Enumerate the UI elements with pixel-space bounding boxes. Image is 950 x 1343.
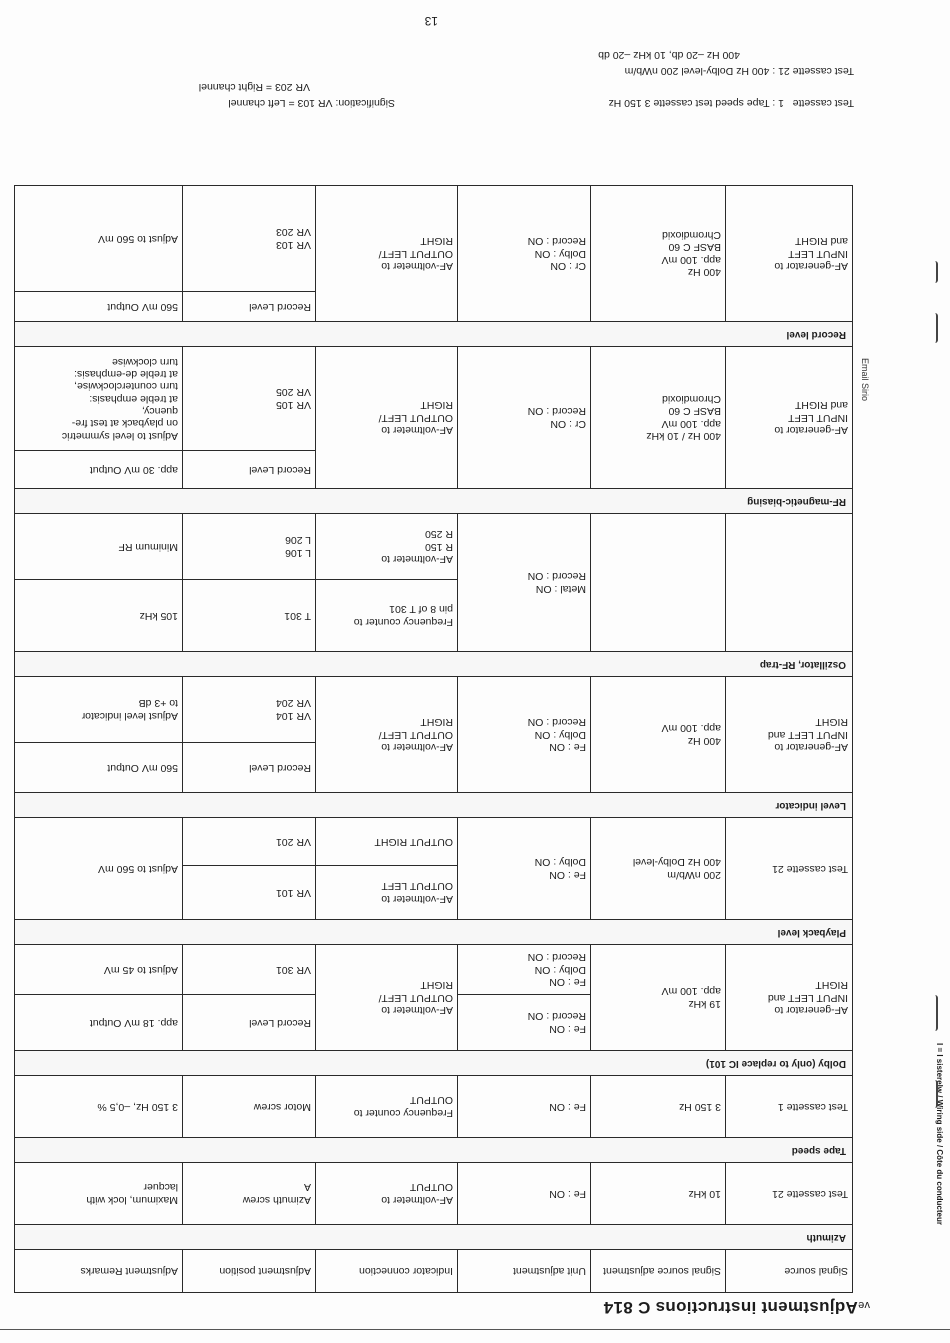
table-cell: VR 104 VR 204 <box>183 677 316 743</box>
section-playback-level <box>15 920 853 945</box>
table-cell: 560 mV Output <box>15 292 183 322</box>
table-cell: Adjust to 45 mV <box>15 945 183 995</box>
adjustment-table <box>14 185 853 1293</box>
table-cell: AF-voltmeter to OUTPUT <box>316 1163 458 1225</box>
table-cell: 10 kHz <box>591 1163 726 1225</box>
margin-mark <box>932 313 938 343</box>
table-cell: AF-voltmeter to OUTPUT LEFT <box>316 866 458 920</box>
margin-mark <box>932 1080 938 1108</box>
table-cell: Minimum RF <box>15 514 183 580</box>
footer-note-test-cassette-1: Test cassette 1 : Tape speed test cassette 3 150 Hz <box>608 97 854 109</box>
section-title: Tape speed <box>15 1138 853 1163</box>
table-row <box>15 1163 853 1225</box>
section-rf-biasing <box>15 489 853 514</box>
table-cell: Fe : ON Dolby : ON <box>458 818 591 920</box>
header-adjustment-position: Adjustment position <box>183 1250 316 1293</box>
table-cell: Maximum, lock with lacquer <box>15 1163 183 1225</box>
table-row <box>15 866 853 920</box>
table-cell: VR 201 <box>183 818 316 866</box>
table-cell: OUTPUT RIGHT <box>316 818 458 866</box>
table-cell: 400 Hz / 10 kHz app. 100 mV BASF C 60 Chromdioxid <box>591 347 726 489</box>
margin-mark <box>932 995 938 1031</box>
table-cell: VR 101 <box>183 866 316 920</box>
table-cell: AF-voltmeter to R 150 R 250 <box>316 514 458 580</box>
table-cell: Fe : ON Dolby : ON Record : ON <box>458 945 591 995</box>
table-cell: L 106 L 206 <box>183 514 316 580</box>
table-cell: Record Level <box>183 292 316 322</box>
page-title <box>603 1297 870 1317</box>
section-title: Oszillator, RF-trap <box>15 652 853 677</box>
table-cell: Frequency counter to pin 8 of T 301 <box>316 580 458 652</box>
table-cell: Metal : ON Record : ON <box>458 514 591 652</box>
section-azimuth <box>15 1225 853 1250</box>
table-cell: 400 Hz app. 100 mV <box>591 677 726 793</box>
table-cell: Test cassette 21 <box>726 818 853 920</box>
page-number: 13 <box>424 14 438 28</box>
section-title: Azimuth <box>15 1225 853 1250</box>
title-prefix: ve <box>857 1299 870 1311</box>
header-adjustment-remarks: Adjustment Remarks <box>15 1250 183 1293</box>
handwritten-margin-note: Email Sirio <box>860 358 870 402</box>
table-cell: VR 301 <box>183 945 316 995</box>
table-cell: Fe : ON <box>458 1163 591 1225</box>
section-tape-speed <box>15 1138 853 1163</box>
top-rule <box>0 1329 950 1330</box>
table-cell: AF-voltmeter to OUTPUT LEFT/ RIGHT <box>316 677 458 793</box>
table-cell: AF-generator to INPUT LEFT and RIGHT <box>726 186 853 322</box>
table-cell <box>591 514 726 652</box>
table-cell: Test cassette 21 <box>726 1163 853 1225</box>
table-cell <box>726 514 853 652</box>
title-text: Adjustment instructions C 814 <box>603 1298 858 1317</box>
table-cell: app. 18 mV Output <box>15 995 183 1051</box>
table-cell: Record Level <box>183 995 316 1051</box>
section-level-indicator <box>15 793 853 818</box>
section-title: Level indicator <box>15 793 853 818</box>
table-cell: 105 kHz <box>15 580 183 652</box>
table-cell: 560 mV Output <box>15 743 183 793</box>
footer-note-db-levels: 400 Hz –20 db, 10 kHz –20 db <box>598 49 740 61</box>
table-cell: Record Level <box>183 743 316 793</box>
header-indicator-connection: Indicator connection <box>316 1250 458 1293</box>
footer-right-channel: VR 203 = Right channel <box>198 81 310 93</box>
header-signal-source-adjustment: Signal source adjustment <box>591 1250 726 1293</box>
table-cell: AF-voltmeter to OUTPUT LEFT/ RIGHT <box>316 945 458 1051</box>
header-unit-adjustment: Unit adjustment <box>458 1250 591 1293</box>
table-cell: Fe : ON Dolby : ON Record : ON <box>458 677 591 793</box>
table-cell: Cr : ON Dolby : ON Record : ON <box>458 186 591 322</box>
table-cell: AF-voltmeter to OUTPUT LEFT/ RIGHT <box>316 347 458 489</box>
table-cell: AF-generator to INPUT LEFT and RIGHT <box>726 347 853 489</box>
table-cell: VR 103 VR 203 <box>183 186 316 292</box>
table-cell: Motor screw <box>183 1076 316 1138</box>
table-cell: Cr : ON Record : ON <box>458 347 591 489</box>
table-cell: AF-generator to INPUT LEFT and RIGHT <box>726 945 853 1051</box>
table-cell: Adjust to 560 mV <box>15 186 183 292</box>
table-cell: Frequency counter to OUTPUT <box>316 1076 458 1138</box>
table-row <box>15 743 853 793</box>
section-dolby <box>15 1051 853 1076</box>
table-cell: AF-generator to INPUT LEFT and RIGHT <box>726 677 853 793</box>
table-cell: 3 150 Hz <box>591 1076 726 1138</box>
wiring-side-note: I = I sisterelw / Wiring side / Côte du conducteur <box>935 1043 944 1225</box>
table-cell: Record Level <box>183 451 316 489</box>
table-cell: Test cassette 1 <box>726 1076 853 1138</box>
footer-signification: Signification: VR 103 = Left channel <box>228 97 395 109</box>
table-cell: Adjust to 560 mV <box>15 818 183 920</box>
table-row <box>15 451 853 489</box>
header-signal-source: Signal source <box>726 1250 853 1293</box>
table-cell: T 301 <box>183 580 316 652</box>
table-header-row <box>15 1250 853 1293</box>
section-oscillator <box>15 652 853 677</box>
section-record-level <box>15 322 853 347</box>
table-cell: app. 30 mV Output <box>15 451 183 489</box>
table-cell: 3 150 Hz, –0,5 % <box>15 1076 183 1138</box>
section-title: Dolby (only to replace IC 101) <box>15 1051 853 1076</box>
table-row <box>15 1076 853 1138</box>
margin-mark <box>932 261 938 283</box>
footer-note-test-cassette-21: Test cassette 21 : 400 Hz Dolby-level 200 nWb/m <box>624 65 854 77</box>
table-cell: 200 nWb/m 400 Hz Dolby-level <box>591 818 726 920</box>
table-cell: 19 kHz app. 100 mV <box>591 945 726 1051</box>
table-cell: 400 Hz app. 100 mV BASF C 60 Chromdioxid <box>591 186 726 322</box>
table-row <box>15 292 853 322</box>
table-cell: Adjust to level symmetric on playback at test fre- quency, at treble emphasis: turn counterclockwise, at treble de-emphasis: turn clockwise <box>15 347 183 451</box>
section-title: Record level <box>15 322 853 347</box>
table-cell: AF-voltmeter to OUTPUT LEFT/ RIGHT <box>316 186 458 322</box>
section-title: Playback level <box>15 920 853 945</box>
table-cell: Azimuth screw A <box>183 1163 316 1225</box>
table-cell: Adjust level indicator to +3 dB <box>15 677 183 743</box>
table-cell: Fe : ON <box>458 1076 591 1138</box>
table-row <box>15 995 853 1051</box>
table-cell: VR 105 VR 205 <box>183 347 316 451</box>
table-cell: Fe : ON Record : ON <box>458 995 591 1051</box>
section-title: RF-magnetic-biasing <box>15 489 853 514</box>
table-row <box>15 580 853 652</box>
